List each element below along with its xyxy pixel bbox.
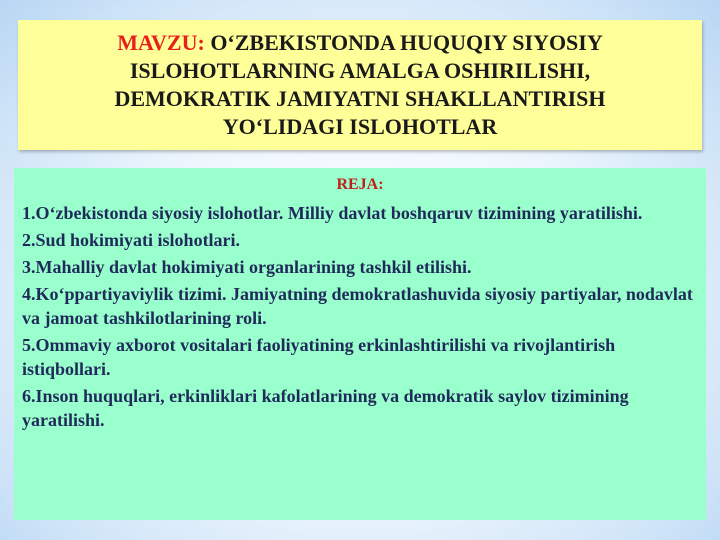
plan-box (14, 168, 706, 520)
slide-title (54, 29, 665, 141)
plan-heading: REJA: (336, 176, 384, 193)
title-prefix: MAVZU: (117, 30, 205, 55)
title-box (18, 20, 702, 150)
title-line-3: DEMOKRATIK JAMIYATNI SHAKLLANTIRISH (114, 86, 606, 111)
plan-item-2: 2.Sud hokimiyati islohotlari. (22, 230, 241, 250)
title-line-2: ISLOHOTLARNING AMALGA OSHIRILISHI, (129, 58, 591, 83)
plan-item-4: 4.Ko‘ppartiyaviylik tizimi. Jamiyatning demokratlashuvida siyosiy partiyalar, nodavlat va jamoat tashkilotlarining roli. (22, 284, 693, 328)
plan-item-3: 3.Mahalliy davlat hokimiyati organlarining tashkil etilishi. (22, 257, 472, 277)
title-line-1: O‘ZBEKISTONDA HUQUQIY SIYOSIY (210, 30, 603, 55)
plan-item-5: 5.Ommaviy axborot vositalari faoliyatining erkinlashtirilishi va rivojlantirish istiqbollari. (22, 335, 616, 379)
plan-item-6: 6.Inson huquqlari, erkinliklari kafolatlarining va demokratik saylov tizimining yaratilishi. (22, 386, 629, 430)
plan-item-1: 1.O‘zbekistonda siyosiy islohotlar. Milliy davlat boshqaruv tizimining yaratilishi. (22, 203, 643, 223)
title-line-4: YO‘LIDAGI ISLOHOTLAR (222, 114, 498, 139)
